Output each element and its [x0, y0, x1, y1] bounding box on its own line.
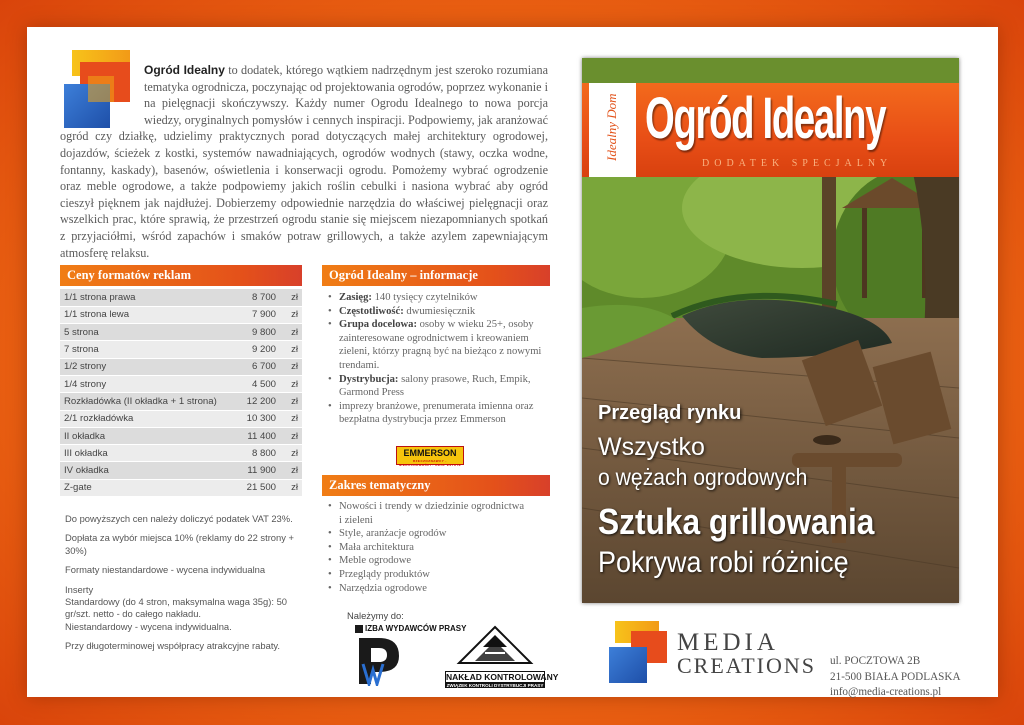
- price-currency: zł: [280, 410, 302, 427]
- price-table: [60, 289, 302, 497]
- inserts-title: Inserty: [65, 583, 94, 595]
- topic-item: • Mała architektura: [327, 541, 527, 555]
- brochure-sheet: [27, 27, 998, 697]
- info-item: [327, 318, 552, 372]
- price-value: 21 500: [236, 479, 280, 496]
- intro-paragraph: [60, 62, 548, 261]
- price-format-label: 1/4 strony: [60, 375, 236, 392]
- topics-header: Zakres tematyczny: [322, 475, 550, 496]
- vat-note: Do powyższych cen należy doliczyć podatek VAT 23%.: [65, 513, 293, 524]
- magazine-cover: [582, 58, 959, 603]
- prices-header: Ceny formatów reklam: [60, 265, 302, 286]
- info-item: [327, 305, 552, 319]
- zkdp-logo-graphic: [445, 625, 545, 665]
- price-format-label: 1/1 strona lewa: [60, 306, 236, 323]
- zkdp-line2: ZWIĄZEK KONTROLI DYSTRYBUCJI PRASY: [446, 683, 544, 688]
- price-row: [60, 375, 302, 392]
- cover-headline3: Pokrywa robi różnicę: [598, 546, 849, 579]
- info-item-label: Dystrybucja:: [339, 373, 399, 385]
- address-line1: ul. POCZTOWA 2B: [830, 655, 921, 667]
- info-item-text: imprezy branżowe, prenumerata imienna oraz bezpłatna dystrybucja przez Emmerson: [339, 400, 534, 426]
- cover-headline2: Sztuka grillowania: [598, 501, 875, 542]
- price-format-label: Rozkładówka (II okładka + 1 strona): [60, 393, 236, 410]
- cover-title: Ogród Idealny: [645, 86, 886, 151]
- cover-subtitle: DODATEK SPECJALNY: [702, 158, 893, 169]
- intro-text: to dodatek, którego wątkiem nadrzędnym jest szeroko rozumiana tematyka ogrodnicza, poczynając od projektowania ogrodów, poprzez wykonanie i na pielęgnacji skończywszy. Każdy numer Ogrodu Idealnego to nowa porcja wiedzy, oryginalnych pomysłów i cennych inspiracji. Podpowiemy, jak aranżować ogród czy działkę, udzielimy praktycznych porad dotyczących małej architektury ogrodowej, dojazdów, ścieżek z kostki, systemów nawadniających, ogrodów wodnych (stawy, oczka wodne, fontanny, kaskady), basenów, oświetlenia i konserwacji ogrodu. Pomożemy wybrać ogrodzenie oraz meble ogrodowe, a także podpowiemy jakich roślin cebulki i nasiona wybrać aby ogród cieszył pięknem jak najdłużej. Dobierzemy odpowiednie narzędzia do właściwej pielęgnacji oraz wszelkich prac, które sprawią, że przestrzeń ogrodu stanie się miejscem niezapomnianych spotkań z przyjaciółmi, wśród zapachów i smaków potraw grillowych, a także azylem zapewniającym atmosferę relaksu.: [60, 63, 548, 260]
- price-row: [60, 462, 302, 479]
- price-value: 10 300: [236, 410, 280, 427]
- topic-item: • Meble ogrodowe: [327, 554, 527, 568]
- price-format-label: II okładka: [60, 427, 236, 444]
- info-item: [327, 291, 552, 305]
- price-value: 9 800: [236, 324, 280, 341]
- price-currency: zł: [280, 479, 302, 496]
- topics-list: [327, 500, 527, 595]
- price-value: 12 200: [236, 393, 280, 410]
- zkdp-logo: [445, 625, 559, 689]
- price-currency: zł: [280, 324, 302, 341]
- membership-label: Należymy do:: [347, 610, 404, 621]
- info-item-text: 140 tysięcy czytelników: [371, 292, 478, 303]
- price-format-label: 2/1 rozkładówka: [60, 410, 236, 427]
- price-value: 8 800: [236, 445, 280, 462]
- pricing-notes: [65, 513, 305, 660]
- price-row: [60, 324, 302, 341]
- price-format-label: 1/1 strona prawa: [60, 289, 236, 306]
- price-row: [60, 306, 302, 323]
- price-format-label: Z-gate: [60, 479, 236, 496]
- price-row: [60, 341, 302, 358]
- cover-section-label: Przegląd rynku: [598, 402, 742, 424]
- info-item-text: dwumiesięcznik: [403, 305, 476, 317]
- price-currency: zł: [280, 341, 302, 358]
- inserts-nonstandard: Niestandardowy - wycena indywidualna.: [65, 620, 232, 632]
- idealny-dom-badge: Idealny Dom: [589, 83, 636, 177]
- price-value: 9 200: [236, 341, 280, 358]
- intro-brand: Ogród Idealny: [144, 63, 225, 77]
- info-item-text: osoby w wieku 25+, osoby zainteresowane ogrodnictwem i kreowaniem zieleni, którzy pragną być na bieżąco z nowymi trendami.: [339, 319, 542, 371]
- price-format-label: 5 strona: [60, 324, 236, 341]
- media-creations-name: MEDIA CREATIONS: [677, 629, 817, 678]
- address-line2: 21-500 BIAŁA PODLASKA: [830, 670, 961, 683]
- price-value: 11 400: [236, 427, 280, 444]
- info-item-label: Częstotliwość:: [339, 305, 404, 317]
- price-currency: zł: [280, 462, 302, 479]
- izba-wydawcow-prasy-logo: [355, 624, 467, 686]
- placement-note: Dopłata za wybór miejsca 10% (reklamy do 22 strony + 30%): [65, 532, 295, 556]
- info-item-text: salony prasowe, Ruch, Empik, Garmond Press: [339, 373, 531, 399]
- price-row: [60, 358, 302, 375]
- discounts-note: Przy długoterminowej współpracy atrakcyjne rabaty.: [65, 640, 281, 652]
- price-row: [60, 445, 302, 462]
- emmerson-logo: EMMERSON RZECZOZNAWCY · NIERUCHOMOŚCI · REAL ESTATE: [396, 446, 464, 465]
- info-item: [327, 400, 552, 427]
- izba-logo-text: IZBA WYDAWCÓW PRASY: [365, 624, 467, 633]
- cover-headline1-line2: o wężach ogrodowych: [598, 464, 808, 490]
- price-currency: zł: [280, 393, 302, 410]
- price-format-label: 1/2 strony: [60, 358, 236, 375]
- info-list: [327, 291, 552, 427]
- price-currency: zł: [280, 358, 302, 375]
- info-item: [327, 373, 552, 400]
- price-format-label: 7 strona: [60, 341, 236, 358]
- topic-item: • Narzędzia ogrodowe: [327, 582, 527, 596]
- info-item-label: Grupa docelowa:: [339, 319, 417, 331]
- price-row: [60, 393, 302, 410]
- price-value: 8 700: [236, 289, 280, 306]
- info-item-label: Zasięg:: [339, 292, 372, 303]
- price-value: 4 500: [236, 375, 280, 392]
- custom-format-note: Formaty niestandardowe - wycena indywidualna: [65, 564, 266, 576]
- price-row: [60, 479, 302, 496]
- price-currency: zł: [280, 445, 302, 462]
- company-contact: [830, 654, 961, 701]
- price-currency: zł: [280, 427, 302, 444]
- price-row: [60, 410, 302, 427]
- contact-email[interactable]: info@media-creations.pl: [830, 686, 942, 698]
- topic-item: • Nowości i trendy w dziedzinie ogrodnictwa i zieleni: [327, 500, 527, 527]
- inserts-standard: Standardowy (do 4 stron, maksymalna waga 35g): 50 gr/szt. netto - do całego nakładu.: [65, 596, 287, 620]
- price-value: 7 900: [236, 306, 280, 323]
- price-format-label: IV okładka: [60, 462, 236, 479]
- price-format-label: III okładka: [60, 445, 236, 462]
- topic-item: • Przeglądy produktów: [327, 568, 527, 582]
- price-currency: zł: [280, 375, 302, 392]
- cover-headline1-line1: Wszystko: [598, 433, 705, 461]
- price-currency: zł: [280, 289, 302, 306]
- price-row: [60, 427, 302, 444]
- price-currency: zł: [280, 306, 302, 323]
- price-value: 11 900: [236, 462, 280, 479]
- info-header: Ogród Idealny – informacje: [322, 265, 550, 286]
- media-creations-logo-bottom: [609, 621, 679, 683]
- price-row: [60, 289, 302, 306]
- izba-logo-graphic: [355, 624, 445, 686]
- topic-item: • Style, aranżacje ogrodów: [327, 527, 527, 541]
- zkdp-line1: NAKŁAD KONTROLOWANY: [446, 672, 559, 682]
- price-value: 6 700: [236, 358, 280, 375]
